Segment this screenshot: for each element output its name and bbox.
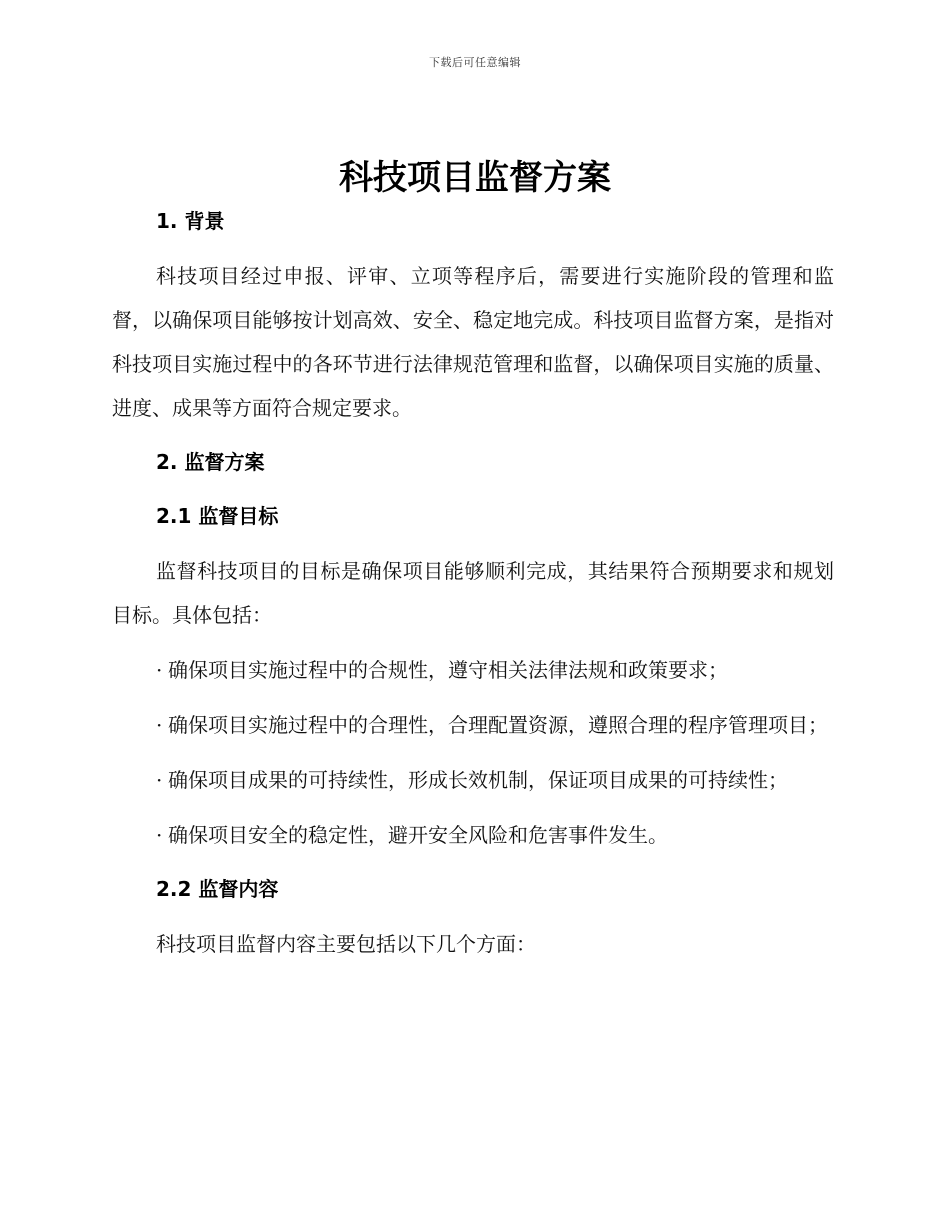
section-heading-supervision-plan: 2. 监督方案 <box>156 450 265 474</box>
bullet-dot: · <box>156 713 163 737</box>
bullet-text: 确保项目安全的稳定性，避开安全风险和危害事件发生。 <box>168 823 668 847</box>
paragraph-background: 科技项目经过申报、评审、立项等程序后，需要进行实施阶段的管理和监督，以确保项目能够按计划高效、安全、稳定地完成。科技项目监督方案，是指对科技项目实施过程中的各环节进行法律规范管理和监督，以确保项目实施的质量、进度、成果等方面符合规定要求。 <box>112 264 834 420</box>
bullet-text: 确保项目成果的可持续性，形成长效机制，保证项目成果的可持续性； <box>168 768 788 792</box>
document-body <box>112 200 834 977</box>
bullet-item <box>112 703 834 747</box>
bullet-item <box>112 648 834 692</box>
bullet-item <box>112 758 834 802</box>
paragraph-supervision-goals: 监督科技项目的目标是确保项目能够顺利完成，其结果符合预期要求和规划目标。具体包括： <box>112 559 834 627</box>
header-note: 下载后可任意编辑 <box>429 56 521 69</box>
bullet-dot: · <box>156 658 163 682</box>
paragraph-supervision-content: 科技项目监督内容主要包括以下几个方面： <box>156 932 536 956</box>
bullet-text: 确保项目实施过程中的合规性，遵守相关法律法规和政策要求； <box>168 658 728 682</box>
bullet-text: 确保项目实施过程中的合理性，合理配置资源，遵照合理的程序管理项目； <box>168 713 828 737</box>
section-heading-supervision-goals: 2.1 监督目标 <box>156 504 279 528</box>
bullet-dot: · <box>156 768 163 792</box>
bullet-dot: · <box>156 823 163 847</box>
section-heading-background: 1. 背景 <box>156 209 225 233</box>
document-title: 科技项目监督方案 <box>339 158 611 198</box>
bullet-item <box>112 813 834 857</box>
section-heading-supervision-content: 2.2 监督内容 <box>156 877 279 901</box>
